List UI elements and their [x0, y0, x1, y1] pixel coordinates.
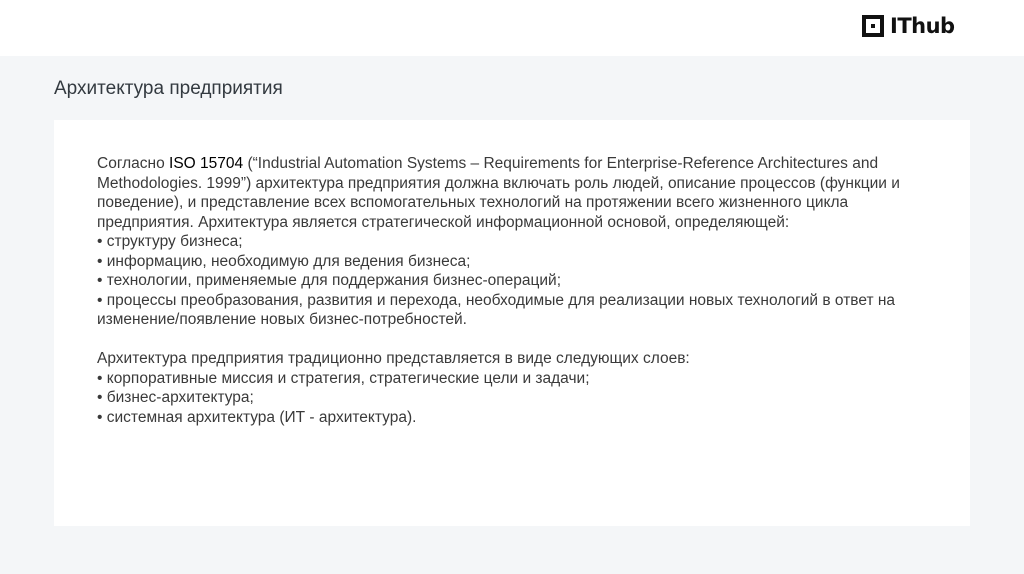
intro-rest: (“Industrial Automation Systems – Requirements for Enterprise-Reference Architectures and Methodologies. 1999”) архитектура предприятия должна включать роль людей, описание процессов (функции и поведение), и представление всех вспомогательных технологий на протяжении всего жизненного цикла предприятия. Архитектура является стратегической информационной основой, определяющей: [97, 155, 900, 231]
list-item: • корпоративные миссия и стратегия, стратегические цели и задачи; [97, 369, 930, 389]
layers-intro: Архитектура предприятия традиционно представляется в виде следующих слоев: [97, 350, 690, 367]
page-title: Архитектура предприятия [54, 78, 283, 99]
ithub-logo-text: IThub [890, 13, 955, 38]
intro-paragraph [97, 154, 930, 232]
iso-standard-reference: ISO 15704 [169, 155, 244, 172]
defines-list [97, 232, 930, 330]
layers-list [97, 369, 930, 428]
paragraph-spacer [97, 330, 930, 350]
list-item: • структуру бизнеса; [97, 232, 930, 252]
list-item: • процессы преобразования, развития и перехода, необходимые для реализации новых технологий в ответ на изменение/появление новых бизнес-потребностей. [97, 291, 930, 330]
ithub-logo-mark-icon [862, 15, 884, 37]
ithub-logo [862, 13, 955, 39]
list-item: • бизнес-архитектура; [97, 388, 930, 408]
intro-prefix: Согласно [97, 155, 170, 172]
list-item: • информацию, необходимую для ведения бизнеса; [97, 252, 930, 272]
list-item: • системная архитектура (ИТ - архитектура). [97, 408, 930, 428]
list-item: • технологии, применяемые для поддержания бизнес-операций; [97, 271, 930, 291]
content-card [54, 120, 970, 526]
header-bar [0, 0, 1024, 56]
